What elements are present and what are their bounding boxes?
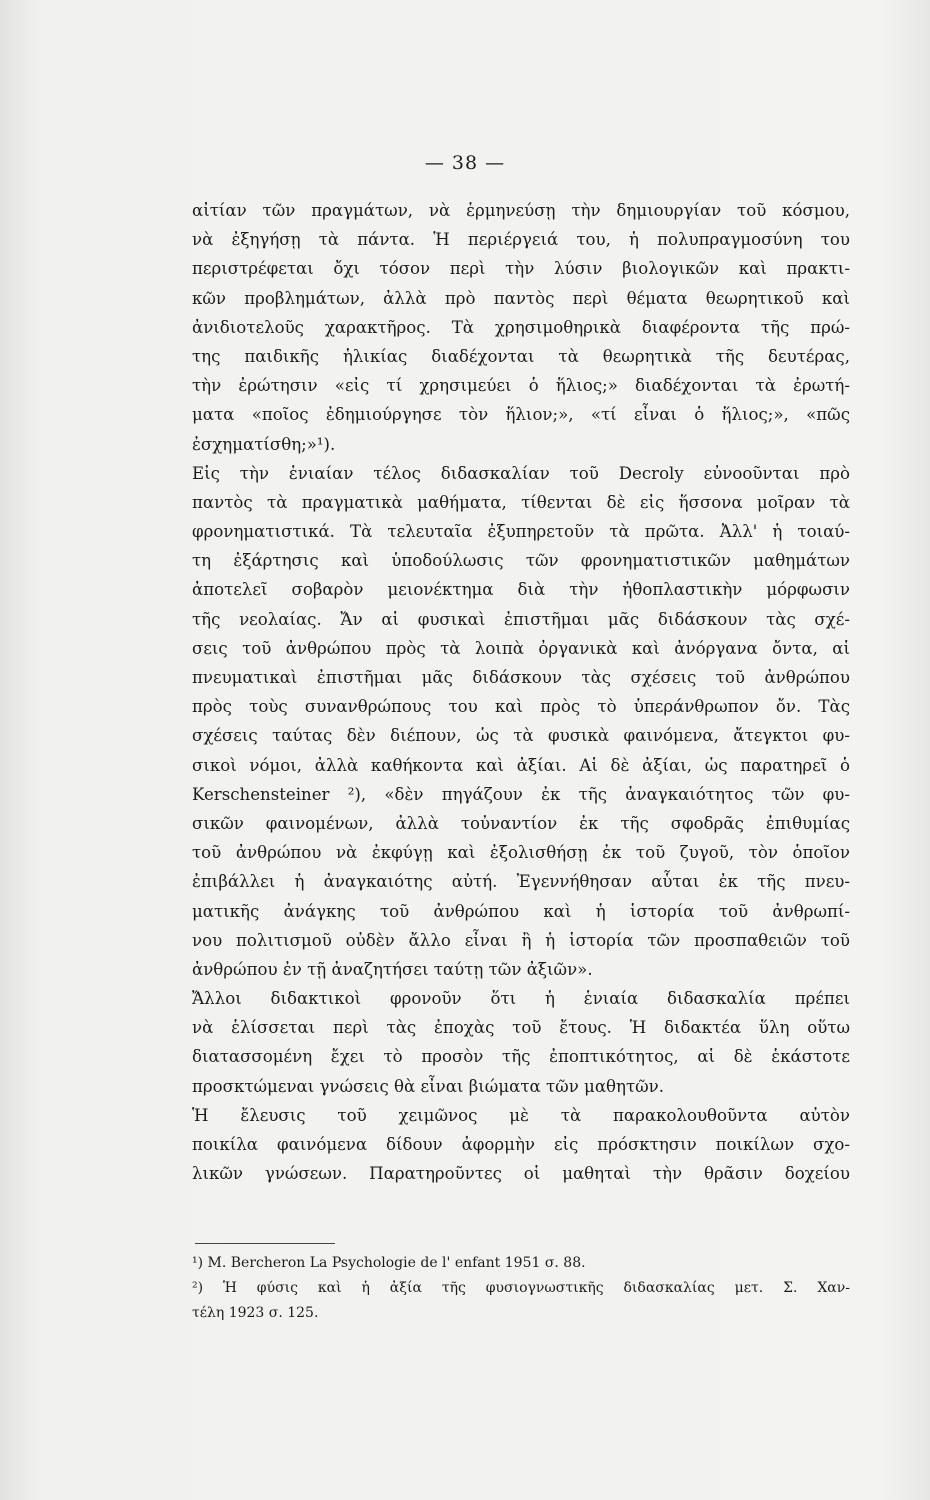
text-line: κῶν προβλημάτων, ἀλλὰ πρὸ παντὸς περὶ θέματα θεωρητικοῦ καὶ [192, 288, 850, 308]
text-line: ἀνθρώπου ἐν τῇ ἀναζητήσει ταύτῃ τῶν ἀξιῶν». [192, 959, 593, 979]
text-line: Kerschensteiner ²), «δὲν πηγάζουν ἐκ τῆς ἀναγκαιότητος τῶν φυ- [192, 784, 850, 804]
text-line: νὰ ἐξηγήσῃ τὰ πάντα. Ἡ περιέργειά του, ἡ πολυπραγμοσύνη του [192, 230, 850, 250]
text-line: ἐσχηματίσθη;»¹). [192, 434, 336, 454]
text-line: παντὸς τὰ πραγματικὰ μαθήματα, τίθενται δὲ εἰς ἥσσονα μοῖραν τὰ [192, 492, 850, 512]
text-line: προσκτώμεναι γνώσεις θὰ εἶναι βιώματα τῶν μαθητῶν. [192, 1076, 665, 1096]
text-line: τὴν ἐρώτησιν «εἰς τί χρησιμεύει ὁ ἥλιος;» διαδέχονται τὰ ἐρωτή- [192, 376, 850, 396]
text-line: Ἡ ἔλευσις τοῦ χειμῶνος μὲ τὰ παρακολουθοῦντα αὐτὸν [192, 1105, 850, 1125]
text-line: διατασσομένη ἔχει τὸ προσὸν τῆς ἐποπτικότητος, αἱ δὲ ἑκάστοτε [192, 1047, 850, 1067]
text-line: τοῦ ἀνθρώπου νὰ ἐκφύγῃ καὶ ἐξολισθήσῃ ἐκ τοῦ ζυγοῦ, τὸν ὁποῖον [192, 843, 850, 863]
footnote-line: τέλη 1923 σ. 125. [192, 1305, 319, 1321]
text-line: τη ἐξάρτησις καὶ ὑποδούλωσις τῶν φρονηματιστικῶν μαθημάτων [192, 551, 850, 571]
footnote-line: ²) Ἡ φύσις καὶ ἡ ἀξία τῆς φυσιογνωστικῆς διδασκαλίας μετ. Σ. Χαν- [192, 1280, 850, 1296]
text-line: ματα «ποῖος ἐδημιούργησε τὸν ἥλιον;», «τί εἶναι ὁ ἥλιος;», «πῶς [192, 405, 850, 425]
text-line: Ἄλλοι διδακτικοὶ φρονοῦν ὅτι ἡ ἑνιαία διδασκαλία πρέπει [192, 989, 850, 1009]
text-line: τῆς νεολαίας. Ἄν αἱ φυσικαὶ ἐπιστῆμαι μᾶς διδάσκουν τὰς σχέ- [192, 609, 850, 629]
footnote-divider [195, 1243, 335, 1244]
text-line: φρονηματιστικά. Τὰ τελευταῖα ἐξυπηρετοῦν τὰ πρῶτα. Ἀλλ' ἡ τοιαύ- [192, 522, 850, 542]
text-line: ποικίλα φαινόμενα δίδουν ἀφορμὴν εἰς πρόσκτησιν ποικίλων σχο- [192, 1135, 850, 1154]
text-line: ἀνιδιοτελοῦς χαρακτῆρος. Τὰ χρησιμοθηρικὰ διαφέροντα τῆς πρώ- [192, 317, 850, 337]
text-line: ἀποτελεῖ σοβαρὸν μειονέκτημα διὰ τὴν ἠθοπλαστικὴν μόρφωσιν [192, 580, 850, 600]
text-line: σικῶν φαινομένων, ἀλλὰ τοὐναντίον ἐκ τῆς σφοδρᾶς ἐπιθυμίας [192, 813, 850, 833]
text-line: σεις τοῦ ἀνθρώπου πρὸς τὰ λοιπὰ ὀργανικὰ καὶ ἀνόργανα ὄντα, αἱ [192, 638, 850, 658]
text-line: ματικῆς ἀνάγκης τοῦ ἀνθρώπου καὶ ἡ ἱστορία τοῦ ἀνθρωπί- [192, 901, 850, 921]
text-line: πρὸς τοὺς συνανθρώπους του καὶ πρὸς τὸ ὑπεράνθρωπον ὄν. Τὰς [192, 697, 850, 717]
footnotes [192, 1251, 850, 1326]
body-text [192, 196, 850, 1188]
text-line: λικῶν γνώσεων. Παρατηροῦντες οἱ μαθηταὶ τὴν θρᾶσιν δοχείου [192, 1164, 850, 1184]
text-line: πνευματικαὶ ἐπιστῆμαι μᾶς διδάσκουν τὰς σχέσεις τοῦ ἀνθρώπου [192, 668, 850, 687]
text-line: αἰτίαν τῶν πραγμάτων, νὰ ἑρμηνεύσῃ τὴν δημιουργίαν τοῦ κόσμου, [192, 201, 850, 220]
text-line: σχέσεις ταύτας δὲν διέπουν, ὡς τὰ φυσικὰ φαινόμενα, ἄτεγκτοι φυ- [192, 726, 850, 746]
text-line: νου πολιτισμοῦ οὐδὲν ἄλλο εἶναι ἢ ἡ ἱστορία τῶν προσπαθειῶν τοῦ [192, 930, 850, 950]
text-line: ἐπιβάλλει ἡ ἀναγκαιότης αὐτή. Ἐγεννήθησαν αὗται ἐκ τῆς πνευ- [192, 872, 850, 892]
text-line: της παιδικῆς ἡλικίας διαδέχονται τὰ θεωρητικὰ τῆς δευτέρας, [192, 346, 850, 366]
page-number: — 38 — [424, 152, 506, 174]
text-line: νὰ ἑλίσσεται περὶ τὰς ἐποχὰς τοῦ ἔτους. Ἡ διδακτέα ὕλη οὕτω [192, 1018, 850, 1038]
footnote-line: ¹) M. Bercheron La Psychologie de l' enfant 1951 σ. 88. [192, 1255, 586, 1271]
text-line: σικοὶ νόμοι, ἀλλὰ καθήκοντα καὶ ἀξίαι. Αἱ δὲ ἀξίαι, ὡς παρατηρεῖ ὁ [192, 755, 850, 775]
text-line: περιστρέφεται ὄχι τόσον περὶ τὴν λύσιν βιολογικῶν καὶ πρακτι- [192, 259, 850, 279]
text-line: Εἰς τὴν ἑνιαίαν τέλος διδασκαλίαν τοῦ Decroly εὐνοοῦνται πρὸ [192, 463, 850, 483]
